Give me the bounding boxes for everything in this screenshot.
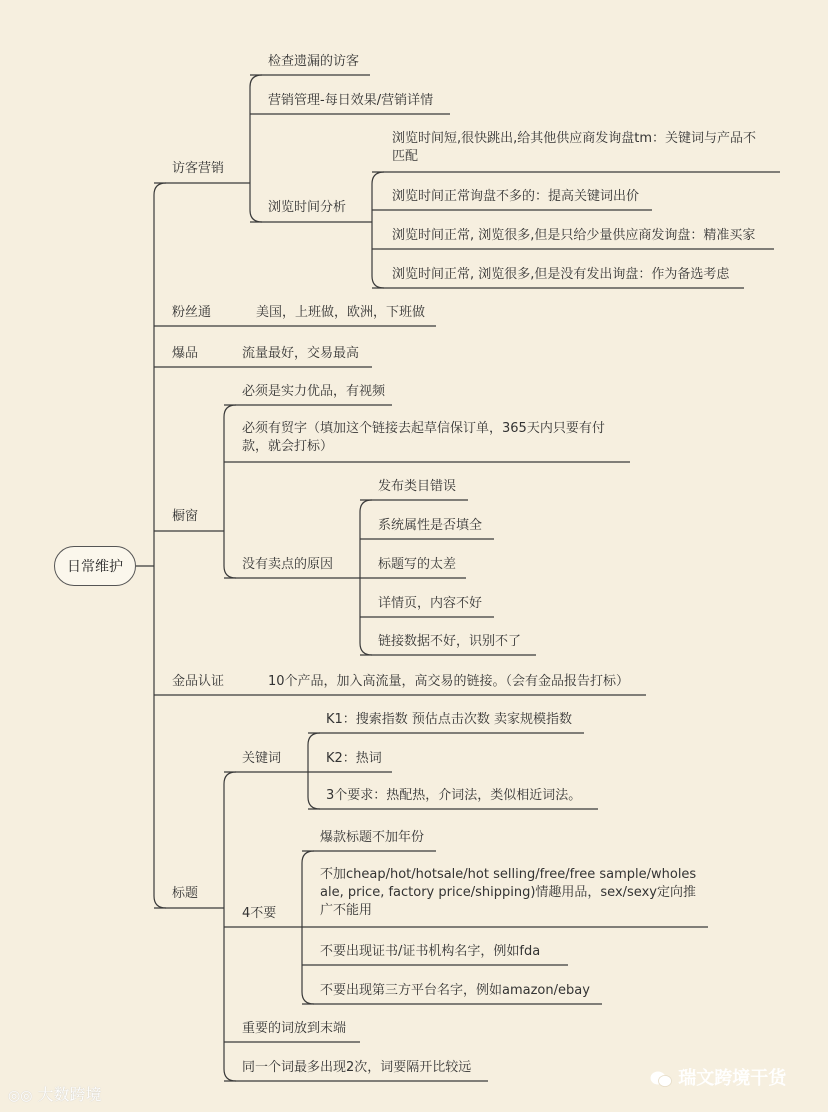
title-item: 重要的词放到末端 bbox=[242, 1021, 347, 1036]
gold-text: 10个产品，加入高流量，高交易的链接。（会有金品报告打标） bbox=[268, 674, 630, 689]
reason-item: 标题写的太差 bbox=[378, 557, 457, 572]
keyword-item: K1：搜索指数 预估点击次数 卖家规模指数 bbox=[326, 712, 573, 727]
watermark-logo-icon: ◎◎ bbox=[8, 1088, 33, 1104]
reason-item: 系统属性是否填全 bbox=[378, 518, 483, 533]
title-item: 同一个词最多出现2次，词要隔开比较远 bbox=[242, 1060, 472, 1075]
hot-text: 流量最好，交易最高 bbox=[242, 346, 360, 361]
keyword-item: K2：热词 bbox=[326, 751, 382, 766]
analysis-item: 浏览时间短,很快跳出,给其他供应商发询盘tm：关键词与产品不匹配 bbox=[392, 131, 757, 164]
keyword-item: 3个要求：热配热，介词法，类似相近词法。 bbox=[326, 788, 582, 803]
visitor-item: 营销管理-每日效果/营销详情 bbox=[268, 93, 434, 108]
four-no-item: 爆款标题不加年份 bbox=[320, 830, 425, 845]
node-four-no: 4不要 bbox=[242, 906, 277, 921]
reason-item: 详情页，内容不好 bbox=[378, 596, 483, 611]
fans-text: 美国，上班做，欧洲，下班做 bbox=[256, 305, 426, 320]
analysis-item: 浏览时间正常, 浏览很多,但是只给少量供应商发询盘：精准买家 bbox=[392, 228, 756, 243]
window-item: 必须有贸字（填加这个链接去起草信保订单，365天内只要有付款，就会打标） bbox=[242, 421, 605, 454]
node-gold: 金品认证 bbox=[172, 674, 225, 689]
node-keywords: 关键词 bbox=[242, 751, 282, 766]
four-no-item: 不加cheap/hot/hotsale/hot selling/free/free sample/wholesale, price, factory price/shipping)情趣用品，sex/sexy定向推广不能用 bbox=[320, 867, 697, 918]
analysis-item: 浏览时间正常, 浏览很多,但是没有发出询盘：作为备选考虑 bbox=[392, 267, 730, 282]
four-no-item: 不要出现第三方平台名字，例如amazon/ebay bbox=[320, 983, 590, 998]
node-title: 标题 bbox=[172, 886, 199, 901]
node-fans: 粉丝通 bbox=[172, 305, 212, 320]
node-no-selling-point: 没有卖点的原因 bbox=[242, 557, 334, 572]
watermark-left bbox=[8, 1082, 102, 1105]
reason-item: 链接数据不好，识别不了 bbox=[378, 634, 522, 649]
wechat-icon bbox=[650, 1070, 672, 1088]
watermark-right bbox=[650, 1064, 786, 1090]
analysis-item: 浏览时间正常询盘不多的：提高关键词出价 bbox=[392, 189, 640, 204]
reason-item: 发布类目错误 bbox=[378, 479, 457, 494]
watermark-right-text: 瑞文跨境干货 bbox=[678, 1068, 787, 1089]
node-visitor: 访客营销 bbox=[172, 161, 225, 176]
node-window: 橱窗 bbox=[172, 509, 199, 524]
root-node: 日常维护 bbox=[54, 546, 136, 586]
window-item: 必须是实力优品，有视频 bbox=[242, 384, 386, 399]
watermark-left-text: 大数跨境 bbox=[37, 1085, 102, 1104]
node-browse-analysis: 浏览时间分析 bbox=[268, 200, 347, 215]
visitor-item: 检查遗漏的访客 bbox=[268, 54, 360, 69]
node-hot: 爆品 bbox=[172, 346, 199, 361]
four-no-item: 不要出现证书/证书机构名字，例如fda bbox=[320, 944, 541, 959]
